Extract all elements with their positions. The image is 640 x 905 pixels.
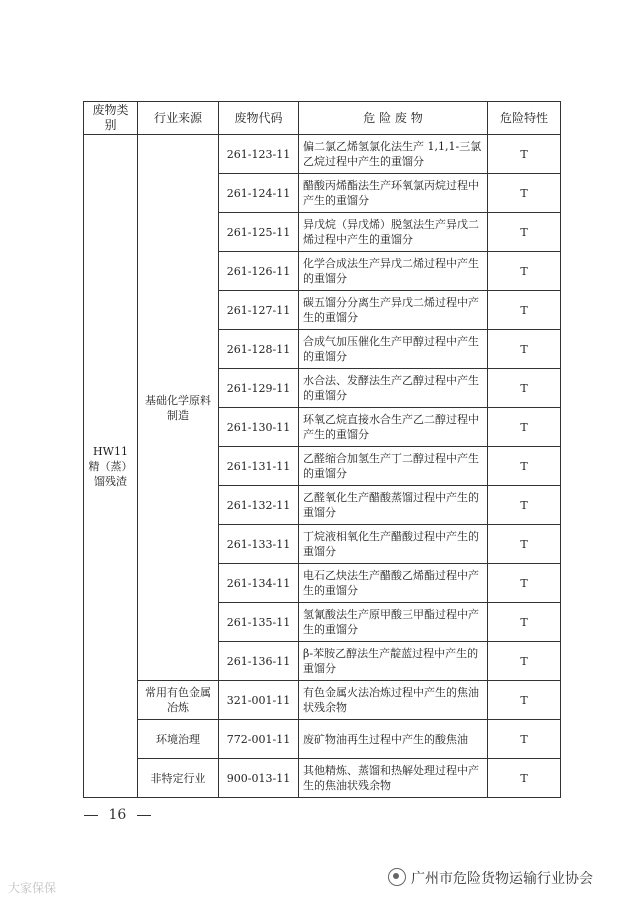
waste-description-cell: 水合法、发酵法生产乙醇过程中产生的重馏分 <box>299 369 488 408</box>
table-row <box>84 720 561 759</box>
industry-source-cell: 基础化学原料制造 <box>138 135 219 681</box>
waste-code-cell: 261-132-11 <box>219 486 299 525</box>
waste-description-cell: 碳五馏分分离生产异戊二烯过程中产生的重馏分 <box>299 291 488 330</box>
table-row <box>84 681 561 720</box>
industry-source-cell: 环境治理 <box>138 720 219 759</box>
hazard-characteristic-cell: T <box>488 135 561 174</box>
waste-description-cell: 氢氰酸法生产原甲酸三甲酯过程中产生的重馏分 <box>299 603 488 642</box>
waste-description-cell: 异戊烷（异戊烯）脱氢法生产异戊二烯过程中产生的重馏分 <box>299 213 488 252</box>
hazard-characteristic-cell: T <box>488 720 561 759</box>
table-row <box>84 759 561 798</box>
waste-description-cell: β-苯胺乙醇法生产靛蓝过程中产生的重馏分 <box>299 642 488 681</box>
dash-right <box>137 815 151 816</box>
waste-description-cell: 电石乙炔法生产醋酸乙烯酯过程中产生的重馏分 <box>299 564 488 603</box>
waste-category-cell <box>84 135 138 798</box>
waste-code-cell: 261-133-11 <box>219 525 299 564</box>
waste-description-cell: 醋酸丙烯酯法生产环氧氯丙烷过程中产生的重馏分 <box>299 174 488 213</box>
hazard-characteristic-cell: T <box>488 525 561 564</box>
watermark-right-text: 广州市危险货物运输行业协会 <box>411 871 593 887</box>
waste-description-cell: 废矿物油再生过程中产生的酸焦油 <box>299 720 488 759</box>
waste-code-cell: 261-124-11 <box>219 174 299 213</box>
waste-code-cell: 261-131-11 <box>219 447 299 486</box>
waste-code-cell: 261-136-11 <box>219 642 299 681</box>
header-category: 废物类别 <box>84 102 138 135</box>
page-number-text: 16 <box>108 807 127 823</box>
waste-description-cell: 化学合成法生产异戊二烯过程中产生的重馏分 <box>299 252 488 291</box>
watermark-right <box>388 868 593 888</box>
hazard-characteristic-cell: T <box>488 603 561 642</box>
waste-description-cell: 丁烷液相氧化生产醋酸过程中产生的重馏分 <box>299 525 488 564</box>
page-number <box>84 807 151 823</box>
waste-code-cell: 261-129-11 <box>219 369 299 408</box>
header-hazardous-waste: 危 险 废 物 <box>299 102 488 135</box>
hazard-characteristic-cell: T <box>488 213 561 252</box>
hazard-characteristic-cell: T <box>488 447 561 486</box>
hazard-characteristic-cell: T <box>488 330 561 369</box>
wechat-account-icon <box>388 868 406 886</box>
waste-code-cell: 261-125-11 <box>219 213 299 252</box>
hazard-characteristic-cell: T <box>488 681 561 720</box>
waste-description-cell: 合成气加压催化生产甲醇过程中产生的重馏分 <box>299 330 488 369</box>
hazardous-waste-table <box>83 101 561 798</box>
hazard-characteristic-cell: T <box>488 642 561 681</box>
table-header-row <box>84 102 561 135</box>
hazard-characteristic-cell: T <box>488 174 561 213</box>
hazard-characteristic-cell: T <box>488 564 561 603</box>
hazard-characteristic-cell: T <box>488 486 561 525</box>
waste-code-cell: 321-001-11 <box>219 681 299 720</box>
waste-category-line: HW11 <box>93 444 128 458</box>
waste-description-cell: 乙醛氧化生产醋酸蒸馏过程中产生的重馏分 <box>299 486 488 525</box>
waste-category-line: 馏残渣 <box>94 474 127 488</box>
waste-code-cell: 261-134-11 <box>219 564 299 603</box>
header-industry-source: 行业来源 <box>138 102 219 135</box>
waste-category-line: 精（蒸） <box>88 459 133 473</box>
dash-left <box>84 815 98 816</box>
header-hazard-characteristic: 危险特性 <box>488 102 561 135</box>
table-row <box>84 135 561 174</box>
waste-code-cell: 261-123-11 <box>219 135 299 174</box>
waste-code-cell: 261-126-11 <box>219 252 299 291</box>
waste-description-cell: 乙醛缩合加氢生产丁二醇过程中产生的重馏分 <box>299 447 488 486</box>
industry-source-cell: 非特定行业 <box>138 759 219 798</box>
hazard-characteristic-cell: T <box>488 252 561 291</box>
waste-description-cell: 环氧乙烷直接水合生产乙二醇过程中产生的重馏分 <box>299 408 488 447</box>
hazard-characteristic-cell: T <box>488 408 561 447</box>
waste-code-cell: 772-001-11 <box>219 720 299 759</box>
hazard-characteristic-cell: T <box>488 291 561 330</box>
hazard-characteristic-cell: T <box>488 369 561 408</box>
waste-code-cell: 900-013-11 <box>219 759 299 798</box>
waste-description-cell: 其他精炼、蒸馏和热解处理过程中产生的焦油状残余物 <box>299 759 488 798</box>
watermark-left: 大家保保 <box>8 881 57 895</box>
waste-code-cell: 261-130-11 <box>219 408 299 447</box>
waste-code-cell: 261-127-11 <box>219 291 299 330</box>
waste-description-cell: 偏二氯乙烯氢氯化法生产 1,1,1-三氯乙烷过程中产生的重馏分 <box>299 135 488 174</box>
waste-code-cell: 261-128-11 <box>219 330 299 369</box>
header-waste-code: 废物代码 <box>219 102 299 135</box>
industry-source-cell: 常用有色金属冶炼 <box>138 681 219 720</box>
hazard-characteristic-cell: T <box>488 759 561 798</box>
waste-description-cell: 有色金属火法冶炼过程中产生的焦油状残余物 <box>299 681 488 720</box>
waste-code-cell: 261-135-11 <box>219 603 299 642</box>
